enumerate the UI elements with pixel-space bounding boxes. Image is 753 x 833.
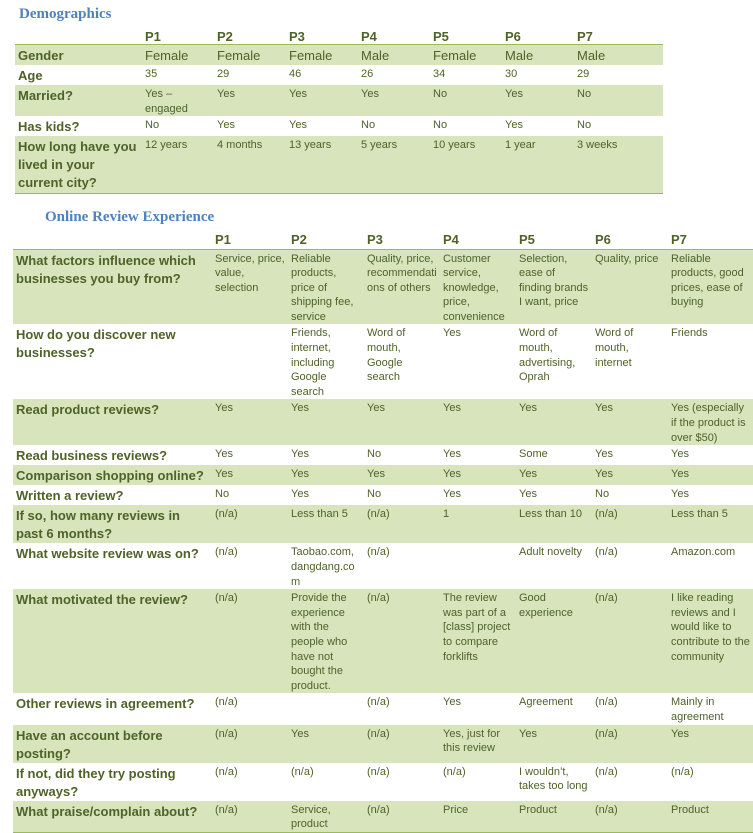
table-row [13,505,753,543]
table-cell: Product [516,801,592,833]
table-cell: 10 years [430,136,502,193]
table-cell: Female [214,45,286,66]
table-cell [212,324,288,399]
column-header-p3: P3 [289,29,305,44]
table-cell: Yes [364,465,440,485]
table-cell: Yes [443,488,461,501]
table-cell: Less than 5 [668,505,753,543]
table-row [15,85,663,116]
table-cell: Quality, price [592,249,668,324]
table-cell: Price [440,801,516,833]
table-cell: (n/a) [364,801,440,833]
table-cell: No [574,85,663,116]
table-cell [288,693,364,724]
table-row [13,465,753,485]
table-row [15,136,663,193]
table-cell: 4 months [214,136,286,193]
row-label: If not, did they try posting anyways? [16,765,176,799]
row-label: What factors influence which businesses you buy from? [13,249,212,324]
review-experience-table [13,230,753,833]
table-cell: Yes [288,725,364,763]
table-cell: Service, price, value, selection [212,249,288,324]
table-cell: 29 [217,68,230,80]
table-cell: No [215,488,230,501]
table-cell: (n/a) [592,589,668,693]
column-header [15,27,142,45]
table-cell: Word of mouth, internet [595,327,634,369]
table-cell: Female [430,45,502,66]
table-cell: Quality, price, recommendations of others [364,249,440,324]
column-header-p5: P5 [433,29,449,44]
table-cell: Yes [595,448,613,461]
table-cell: No [361,119,376,132]
row-label: Comparison shopping online? [13,465,212,485]
table-cell: Yes [502,85,574,116]
table-cell: Yes [668,725,753,763]
table-row [13,249,753,324]
demographics-table [15,27,663,194]
table-cell: (n/a) [595,765,618,778]
row-label: Age [18,68,43,83]
table-cell: (n/a) [367,765,390,778]
table-cell: Yes [364,399,440,445]
table-row [13,485,753,505]
table-cell: Yes [516,465,592,485]
row-label: If so, how many reviews in past 6 months? [13,505,212,543]
table-cell: Amazon.com [671,546,736,559]
table-cell: 29 [577,68,590,80]
table-row [15,45,663,66]
table-cell: Yes [215,448,233,461]
column-header-p3: P3 [367,232,383,247]
table-cell: Customer service, knowledge, price, convenience [440,249,516,324]
table-cell: Yes [505,119,523,132]
table-cell: Yes [212,399,288,445]
table-cell: Friends [671,327,708,340]
table-cell: Adult novelty [519,546,582,559]
column-header-p2: P2 [291,232,307,247]
table-cell: Yes (especially if the product is over $50) [668,399,753,445]
table-cell: Taobao.com, dangdang.com [291,546,355,588]
row-label: How do you discover new businesses? [16,327,176,361]
table-cell: (n/a) [364,589,440,693]
table-cell: 12 years [142,136,214,193]
column-header-p7: P7 [671,232,687,247]
table-cell: Female [142,45,214,66]
row-label: Married? [15,85,142,116]
table-cell: (n/a) [215,765,238,778]
demographics-title: Demographics [19,6,112,22]
table-cell: (n/a) [212,589,288,693]
table-cell: (n/a) [212,801,288,833]
table-cell: Yes [671,488,689,501]
table-cell: Service, product [288,801,364,833]
table-cell: Yes [443,327,461,340]
table-cell: Yes [443,696,461,709]
column-header-p1: P1 [215,232,231,247]
table-cell: Male [358,45,430,66]
table-cell: Yes – engaged [142,85,214,116]
table-cell: (n/a) [592,505,668,543]
table-row [13,763,753,801]
table-cell: Less than 10 [516,505,592,543]
table-cell: Reliable products, price of shipping fee, service [288,249,364,324]
table-cell: (n/a) [215,696,238,709]
row-label: Read product reviews? [13,399,212,445]
row-label: Have an account before posting? [13,725,212,763]
table-cell: Male [502,45,574,66]
column-header-p6: P6 [595,232,611,247]
table-cell: (n/a) [595,546,618,559]
table-cell: Male [574,45,663,66]
row-label: Has kids? [18,119,80,135]
table-cell: 35 [145,68,158,80]
table-cell: Mainly in agreement [671,696,724,723]
column-header-p4: P4 [443,232,459,247]
row-label: What website review was on? [16,546,199,562]
table-cell: No [430,85,502,116]
table-cell: 1 [440,505,516,543]
row-label: What motivated the review? [13,589,212,693]
table-cell: 5 years [358,136,430,193]
table-cell: (n/a) [592,801,668,833]
table-cell: (n/a) [671,765,694,778]
table-cell: (n/a) [212,505,288,543]
table-cell: The review was part of a [class] project to compare forklifts [440,589,516,693]
table-cell: 13 years [286,136,358,193]
table-cell: Yes [291,488,309,501]
table-cell: 26 [361,68,374,80]
table-row [13,324,753,399]
table-cell: (n/a) [212,725,288,763]
table-cell: Yes [212,465,288,485]
table-cell: Yes [288,399,364,445]
table-cell: Provide the experience with the people who have not bought the product. [288,589,364,693]
table-cell: Yes [358,85,430,116]
table-cell: (n/a) [367,696,390,709]
table-cell: Word of mouth, Google search [367,327,406,384]
table-cell: Some [519,448,548,461]
table-cell: Yes [592,465,668,485]
table-cell: 1 year [502,136,574,193]
table-row [13,801,753,833]
table-cell: (n/a) [291,765,314,778]
table-cell [440,543,516,589]
column-header [13,230,212,249]
table-cell: (n/a) [367,546,390,559]
table-cell: Yes [286,85,358,116]
table-row [13,725,753,763]
table-cell: Good experience [516,589,592,693]
table-cell: No [367,448,382,461]
table-row [13,589,753,693]
table-cell: Yes [668,465,753,485]
table-cell: Yes [516,725,592,763]
table-cell: (n/a) [215,546,238,559]
table-cell: Yes [217,119,235,132]
table-cell: (n/a) [595,696,618,709]
row-label: Gender [15,45,142,66]
table-cell: Less than 5 [288,505,364,543]
table-cell: Female [286,45,358,66]
table-cell: No [433,119,448,132]
table-row [15,116,663,136]
table-cell: Agreement [519,696,573,709]
table-cell: 46 [289,68,302,80]
row-label: Written a review? [16,488,124,504]
table-cell: Yes [592,399,668,445]
column-header-p1: P1 [145,29,161,44]
table-row [13,693,753,724]
table-cell: (n/a) [592,725,668,763]
table-cell: No [145,119,160,132]
column-header-p2: P2 [217,29,233,44]
column-header-p5: P5 [519,232,535,247]
demographics-header-row [15,27,663,45]
table-cell: Product [668,801,753,833]
review-experience-title: Online Review Experience [45,209,215,225]
table-cell: Yes [516,399,592,445]
table-cell: Yes [214,85,286,116]
table-row [13,543,753,589]
table-cell: No [595,488,610,501]
table-cell: Yes, just for this review [440,725,516,763]
table-cell: No [367,488,382,501]
table-cell: Yes [519,488,537,501]
table-cell: Yes [440,399,516,445]
table-cell: (n/a) [364,725,440,763]
table-cell: Yes [440,465,516,485]
table-cell: 3 weeks [574,136,663,193]
table-cell: Yes [289,119,307,132]
table-cell: I like reading reviews and I would like to contribute to the community [668,589,753,693]
table-cell: Word of mouth, advertising, Oprah [519,327,576,384]
column-header-p6: P6 [505,29,521,44]
review-header-row [13,230,753,249]
table-row [13,399,753,445]
table-cell: Yes [671,448,689,461]
column-header-p4: P4 [361,29,377,44]
table-cell: No [577,119,592,132]
table-cell: Selection, ease of finding brands I want, price [516,249,592,324]
table-row [13,445,753,465]
row-label: Other reviews in agreement? [16,696,195,712]
table-cell: (n/a) [443,765,466,778]
table-cell: Yes [291,448,309,461]
table-cell: 30 [505,68,518,80]
row-label: Read business reviews? [16,448,168,464]
table-row [15,65,663,85]
table-cell: I wouldn’t, takes too long [519,765,588,793]
table-cell: (n/a) [364,505,440,543]
table-cell: Yes [288,465,364,485]
column-header-p7: P7 [577,29,593,44]
row-label: What praise/complain about? [13,801,212,833]
row-label: How long have you lived in your current city? [15,136,142,193]
table-cell: Friends, internet, including Google search [291,327,335,398]
table-cell: Reliable products, good prices, ease of buying [668,249,753,324]
table-cell: 34 [433,68,446,80]
table-cell: Yes [443,448,461,461]
